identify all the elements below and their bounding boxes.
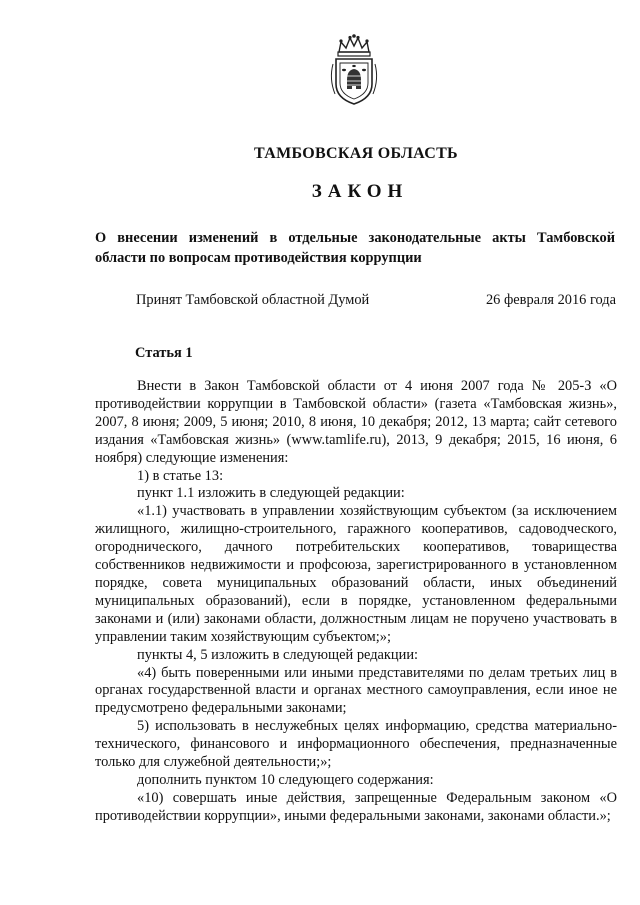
paragraph: пункт 1.1 изложить в следующей редакции: (137, 485, 405, 502)
paragraph: «10) совершать иные действия, запрещенные Федеральным законом «О противодействии коррупции», иными федеральными законами, законами области.»; (95, 789, 617, 824)
paragraph: Внести в Закон Тамбовской области от 4 июня 2007 года № 205-З «О противодействии коррупции в Тамбовской области» (газета «Тамбовская жизнь», 2007, 8 июня; 2009, 5 июня; 2010, 8 июня, 10 декабря; 2012, 13 марта; сайт сетевого издания «Тамбовская жизнь» (www.tamlife.ru), 2013, 9 декабря; 2015, 16 июня, 6 ноября) следующие изменения: (95, 378, 617, 466)
document-type-title: ЗАКОН (311, 181, 409, 202)
article-heading: Статья 1 (135, 345, 193, 361)
law-subject-title: О внесении изменений в отдельные законодательные акты Тамбовской области по вопросам противодействия коррупции (95, 230, 615, 266)
adoption-line (136, 292, 616, 309)
article-body (95, 378, 617, 826)
paragraph: дополнить пунктом 10 следующего содержания: (137, 771, 434, 788)
paragraph: «1.1) участвовать в управлении хозяйствующим субъектом (за исключением жилищного, жилищно-строительного, гаражного кооперативов, садоводческого, огороднического, дачного потребительских кооперативов, товарищества собственников недвижимости и профсоюза, зарегистрированного в установленном порядке, совета муниципальных образований области, иных объединений муниципальных образований), если в порядке, установленном федеральными законами и (или) законами области, должностным лицам не поручено участвовать в управлении таким хозяйствующим субъектом;»; (95, 503, 617, 645)
coat-of-arms-icon (327, 34, 381, 106)
paragraph: 5) использовать в неслужебных целях информацию, средства материально-технического, финансового и информационного обеспечения, предназначенные только для служебной деятельности;»; (95, 718, 617, 771)
paragraph: «4) быть поверенными или иными представителями по делам третьих лиц в органах государственной власти и органах местного самоуправления, если иное не предусмотрено федеральными законами; (95, 664, 617, 717)
adopted-by-text: Принят Тамбовской областной Думой (136, 292, 370, 308)
paragraph: пункты 4, 5 изложить в следующей редакции: (137, 646, 419, 663)
paragraph: 1) в статье 13: (137, 467, 224, 484)
region-title: ТАМБОВСКАЯ ОБЛАСТЬ (254, 145, 458, 162)
adoption-date: 26 февраля 2016 года (485, 292, 616, 308)
